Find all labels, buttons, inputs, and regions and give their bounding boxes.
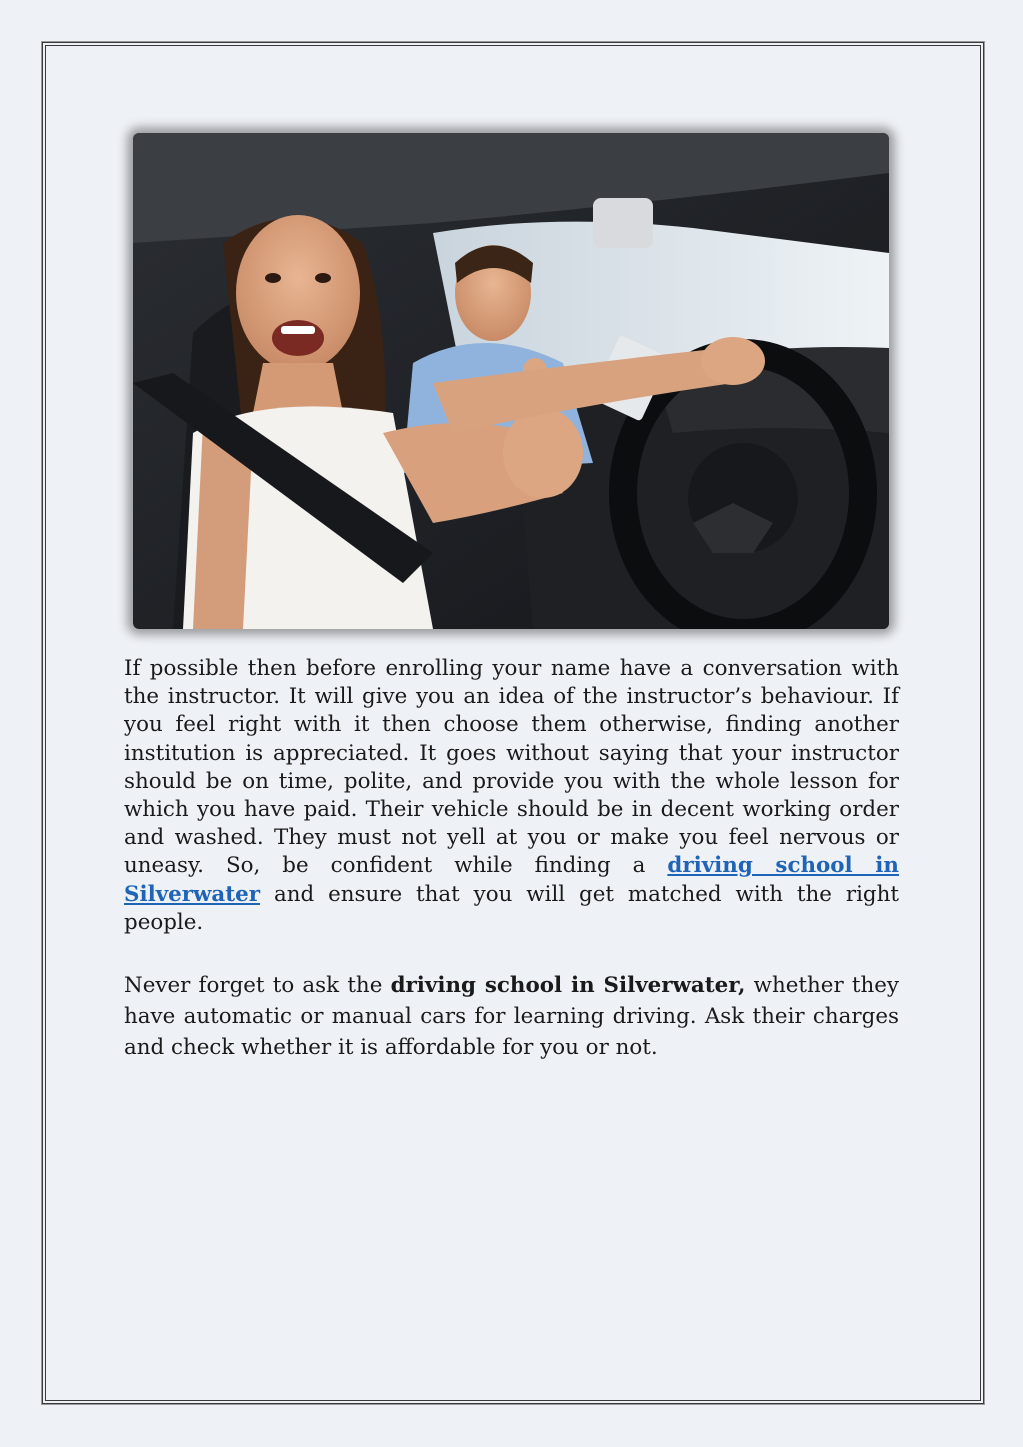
paragraph2-text-after: whether they have automatic or manual cars for learning driving. Ask their charges and check whether it is affordable for you or not.	[124, 973, 899, 1060]
paragraph1-text-before: If possible then before enrolling your name have a conversation with the instructor. It will give you an idea of the instructor’s behaviour. If you feel right with it then choose them otherwise, finding another institution is appreciated. It goes without saying that your instructor should be on time, polite, and provide you with the whole lesson for which you have paid. Their vehicle should be in decent working order and washed. They must not yell at you or make you feel nervous or uneasy. So, be confident while finding a	[124, 656, 899, 879]
paragraph2-bold-school-name: driving school in Silverwater,	[390, 973, 746, 998]
driving-lesson-photo	[133, 133, 889, 629]
paragraph-ask-driving-school	[124, 970, 899, 1063]
paragraph-conversation-with-instructor	[124, 655, 899, 937]
driving-school-link[interactable]: driving school in Silverwater	[124, 853, 899, 907]
paragraph2-text-before: Never forget to ask the	[124, 973, 391, 998]
paragraph1-text-after: and ensure that you will get matched with the right people.	[124, 881, 899, 935]
